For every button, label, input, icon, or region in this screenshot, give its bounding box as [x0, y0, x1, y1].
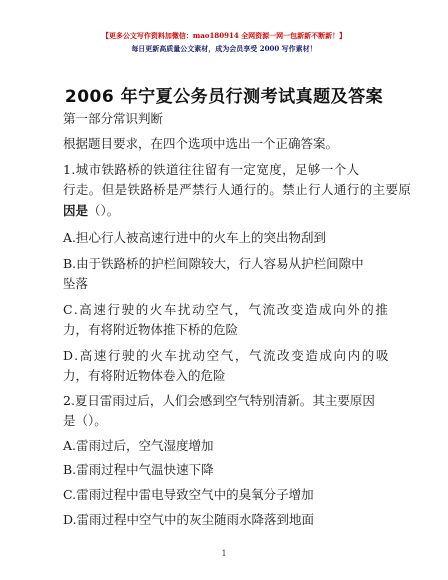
question-1-option-b-line-2: 坠落 — [63, 276, 89, 291]
question-1-option-b-line-1: B.由于铁路桥的护栏间隙较大，行人容易从护栏间隙中 — [63, 256, 364, 271]
question-1-option-c-line-1: C.高速行驶的火车扰动空气，气流改变造成向外的推 — [63, 302, 390, 317]
question-2-option-a: A.雷雨过后，空气湿度增加 — [63, 438, 214, 453]
question-2-option-b: B.雷雨过程中气温快速下降 — [63, 462, 214, 477]
question-2-option-d: D.雷雨过程中空气中的灰尘随雨水降落到地面 — [63, 512, 315, 527]
document-title: 2006 年宁夏公务员行测考试真题及答案 — [64, 87, 384, 107]
page-number: 1 — [221, 549, 227, 558]
question-2-stem-line-2: 是（）。 — [63, 413, 107, 428]
question-1-stem-tail: （）。 — [88, 203, 120, 218]
promo-banner-line-1: 【更多公文写作资料加微信：mao180914 全网资源一网一包新新不断新！】 — [101, 31, 347, 40]
question-1-option-a: A.担心行人被高速行进中的火车上的突出物刮到 — [63, 230, 327, 245]
promo-banner-line-2: 每日更新高质量公文素材，成为会员享受 2000 写作素材！ — [131, 44, 317, 53]
question-1-option-d-line-2: 力，有将附近物体卷入的危险 — [63, 368, 226, 383]
question-1-stem-line-1: 1.城市铁路桥的铁道往往留有一定宽度，足够一个人 — [63, 162, 360, 177]
question-2-option-c: C.雷雨过程中雷电导致空气中的臭氧分子增加 — [63, 487, 314, 502]
section-heading: 第一部分常识判断 — [63, 111, 164, 126]
instructions: 根据题目要求，在四个选项中选出一个正确答案。 — [63, 136, 339, 151]
question-1-option-c-line-2: 力，有将附近物体推下桥的危险 — [63, 322, 239, 337]
question-2-stem-line-1: 2.夏日雷雨过后，人们会感到空气特别清新。其主要原因 — [63, 393, 375, 408]
question-1-stem-line-3 — [63, 203, 119, 219]
question-1-stem-line-2: 行走。但是铁路桥是严禁行人通行的。禁止行人通行的主要原 — [63, 182, 412, 197]
question-1-stem-bold: 因是 — [63, 203, 89, 218]
question-1-option-d-line-1: D.高速行驶的火车扰动空气，气流改变造成向内的吸 — [63, 348, 390, 363]
